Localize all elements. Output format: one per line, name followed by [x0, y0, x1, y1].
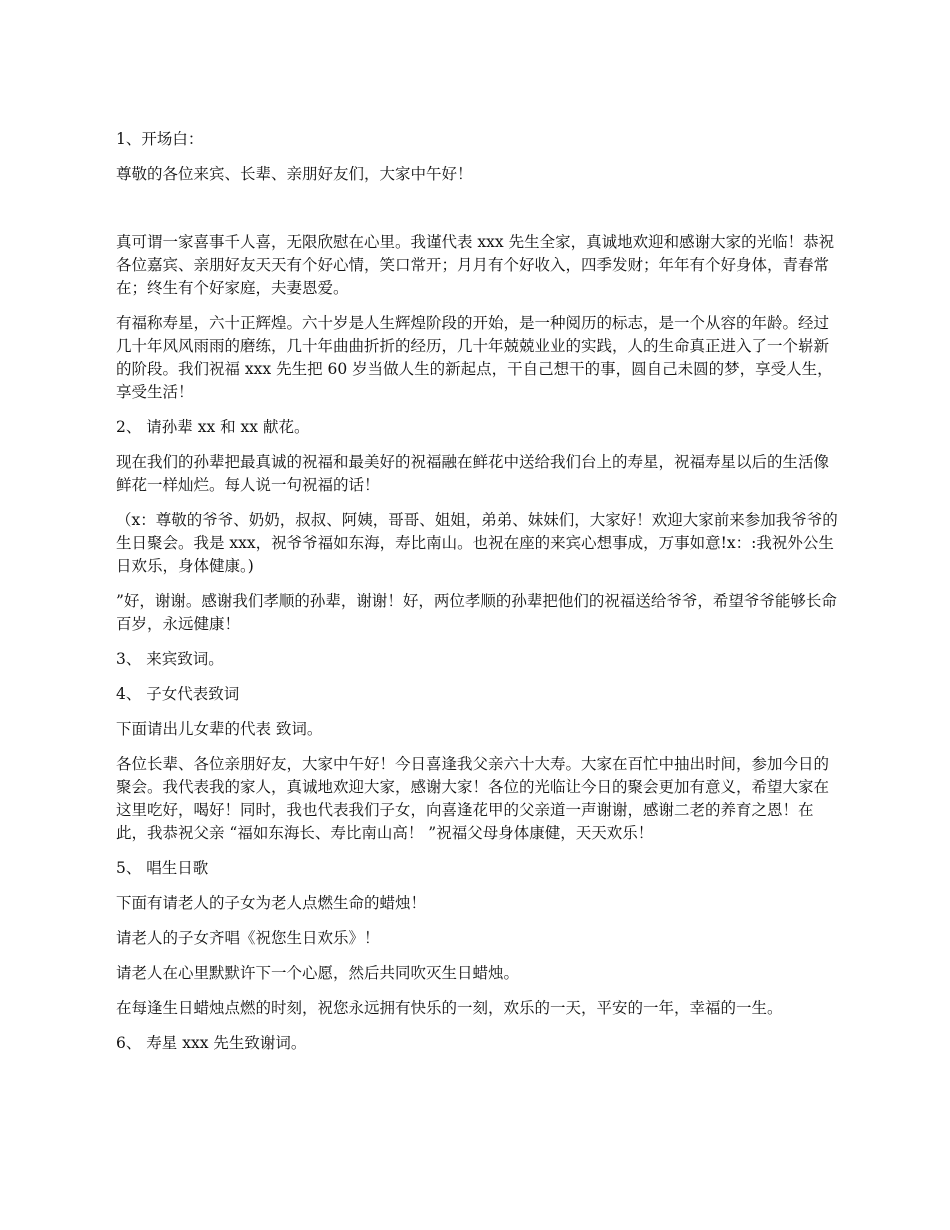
section-heading-guest-speech: 3、 来宾致词。 — [116, 650, 224, 668]
grandchildren-intro-paragraph: 现在我们的孙辈把最真诚的祝福和最美好的祝福融在鲜花中送给我们台上的寿星，祝福寿星以后的生活像鲜花一样灿烂。每人说一句祝福的话！ — [116, 453, 830, 494]
greeting-paragraph: 尊敬的各位来宾、长辈、亲朋好友们，大家中午好！ — [116, 165, 473, 183]
section-heading-opening: 1、开场白： — [116, 130, 204, 148]
section-heading-flowers: 2、 请孙辈 xx 和 xx 献花。 — [116, 418, 310, 436]
wish-paragraph: 请老人在心里默默许下一个心愿，然后共同吹灭生日蜡烛。 — [116, 964, 520, 982]
section-heading-thanks-speech: 6、 寿星 xxx 先生致谢词。 — [116, 1034, 307, 1052]
candle-blessing-paragraph: 在每逢生日蜡烛点燃的时刻，祝您永远拥有快乐的一刻，欢乐的一天，平安的一年，幸福的一生。 — [116, 999, 783, 1017]
grandchildren-speech-paragraph: （x：尊敬的爷爷、奶奶，叔叔、阿姨，哥哥、姐姐，弟弟、妹妹们，大家好！欢迎大家前来参加我爷爷的生日聚会。我是 xxx，祝爷爷福如东海，寿比南山。也祝在座的来宾心想事成，万事如意!x：:我祝外公生日欢乐，身体健康。) — [116, 511, 838, 575]
thanks-paragraph: ”好，谢谢。感谢我们孝顺的孙辈，谢谢！好，两位孝顺的孙辈把他们的祝福送给爷爷，希望爷爷能够长命百岁，永远健康！ — [116, 592, 837, 633]
document-body — [116, 128, 842, 1067]
children-speech-paragraph: 各位长辈、各位亲朋好友，大家中午好！今日喜逢我父亲六十大寿。大家在百忙中抽出时间，参加今日的聚会。我代表我的家人，真诚地欢迎大家，感谢大家！各位的光临让今日的聚会更加有意义，希望大家在这里吃好，喝好！同时，我也代表我们子女，向喜逢花甲的父亲道一声谢谢，感谢二老的养育之恩！在此，我恭祝父亲 “福如东海长、寿比南山高！ ”祝福父母身体康健，天天欢乐！ — [116, 755, 830, 842]
welcome-paragraph: 真可谓一家喜事千人喜，无限欣慰在心里。我谨代表 xxx 先生全家，真诚地欢迎和感谢大家的光临！恭祝各位嘉宾、亲朋好友天天有个好心情，笑口常开；月月有个好收入，四季发财；年年有个好身体，青春常在；终生有个好家庭，夫妻恩爱。 — [116, 233, 835, 297]
song-paragraph: 请老人的子女齐唱《祝您生日欢乐》！ — [116, 929, 380, 947]
blessing-paragraph: 有福称寿星，六十正辉煌。六十岁是人生辉煌阶段的开始，是一种阅历的标志，是一个从容的年龄。经过几十年风风雨雨的磨练，几十年曲曲折折的经历，几十年兢兢业业的实践，人的生命真正进入了一个崭新的阶段。我们祝福 xxx 先生把 60 岁当做人生的新起点，干自己想干的事，圆自己未圆的梦，享受人生，享受生活！ — [116, 314, 833, 401]
section-heading-birthday-song: 5、 唱生日歌 — [116, 859, 209, 877]
section-heading-children-speech: 4、 子女代表致词 — [116, 685, 240, 703]
candle-lighting-paragraph: 下面有请老人的子女为老人点燃生命的蜡烛！ — [116, 894, 427, 912]
children-intro-paragraph: 下面请出儿女辈的代表 致词。 — [116, 720, 323, 738]
